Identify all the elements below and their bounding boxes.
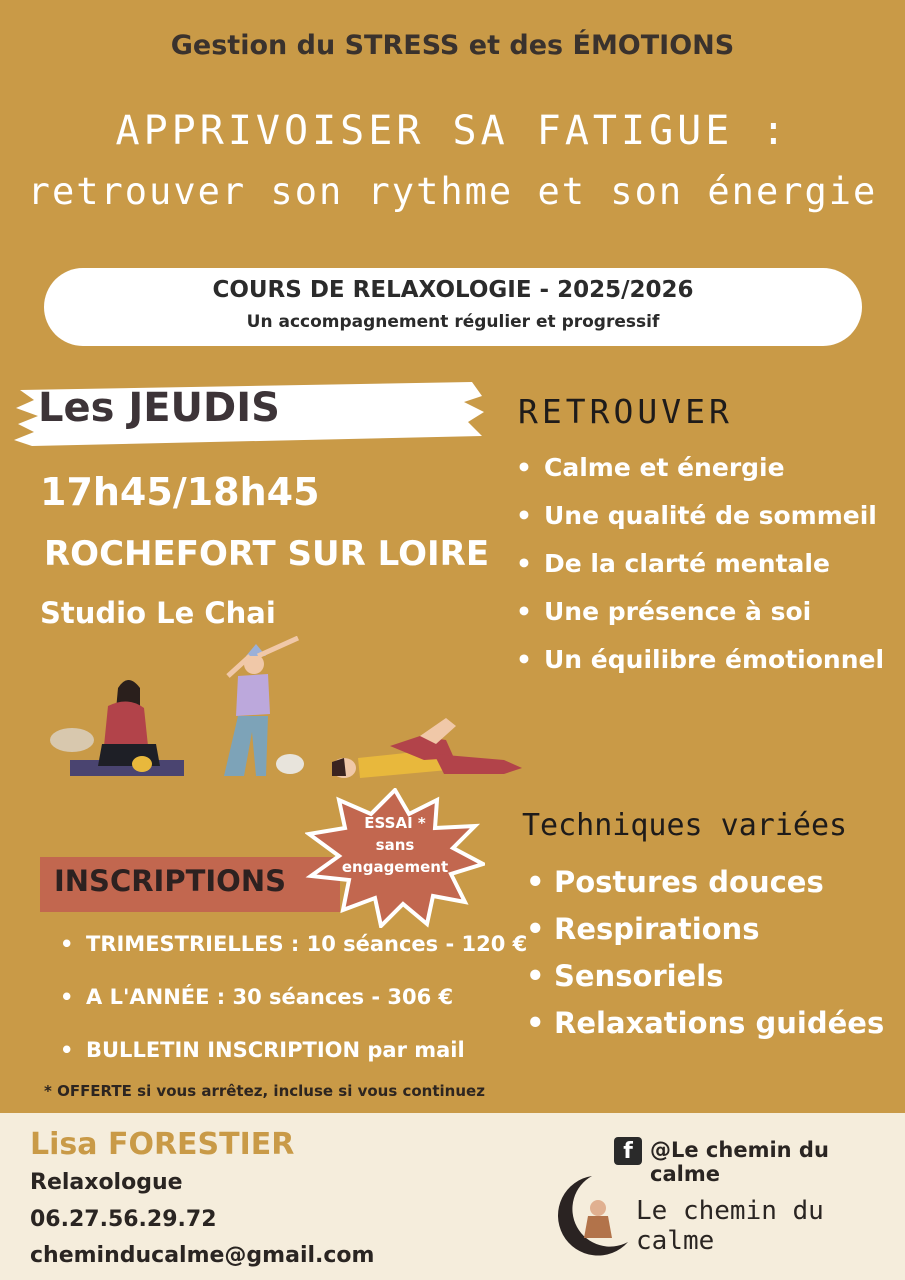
technique-item: • Postures douces bbox=[526, 862, 884, 909]
event-theme-title: Gestion du STRESS et des ÉMOTIONS bbox=[170, 30, 735, 61]
trial-footnote: * OFFERTE si vous arrêtez, incluse si vous continuez bbox=[44, 1082, 485, 1100]
yoga-illustration bbox=[44, 636, 528, 786]
trial-line-3: engagement bbox=[341, 858, 449, 876]
inscriptions-heading: INSCRIPTIONS bbox=[54, 864, 286, 898]
techniques-heading: Techniques variées bbox=[522, 808, 848, 843]
benefit-item: • Un équilibre émotionnel bbox=[516, 642, 884, 690]
pricing-list bbox=[60, 926, 527, 1085]
class-city: ROCHEFORT SUR LOIRE bbox=[44, 534, 490, 574]
technique-item: • Relaxations guidées bbox=[526, 1003, 884, 1050]
benefit-item: • Calme et énergie bbox=[516, 450, 884, 498]
trial-line-1: ESSAI * bbox=[364, 814, 426, 832]
facebook-icon: f bbox=[614, 1137, 642, 1165]
benefits-list bbox=[516, 450, 884, 690]
technique-item: • Sensoriels bbox=[526, 956, 884, 1003]
class-venue: Studio Le Chai bbox=[40, 596, 276, 630]
class-day: Les JEUDIS bbox=[38, 385, 280, 431]
benefit-item: • Une qualité de sommeil bbox=[516, 498, 884, 546]
class-time: 17h45/18h45 bbox=[40, 470, 320, 514]
phone-number: 06.27.56.29.72 bbox=[30, 1207, 217, 1232]
practitioner-name: Lisa FORESTIER bbox=[30, 1127, 295, 1162]
pricing-item: • BULLETIN INSCRIPTION par mail bbox=[60, 1032, 527, 1085]
headline-line-1: APPRIVOISER SA FATIGUE : bbox=[115, 108, 790, 154]
stretching-woman-figure bbox=[224, 638, 304, 776]
course-title: COURS DE RELAXOLOGIE - 2025/2026 bbox=[212, 277, 694, 303]
facebook-handle: @Le chemin du calme bbox=[650, 1138, 829, 1186]
techniques-list bbox=[526, 862, 884, 1050]
benefit-item: • De la clarté mentale bbox=[516, 546, 884, 594]
benefit-item: • Une présence à soi bbox=[516, 594, 884, 642]
trial-badge-text bbox=[325, 812, 465, 878]
moon-logo-icon bbox=[552, 1172, 632, 1258]
email-address: cheminducalme@gmail.com bbox=[30, 1243, 375, 1268]
headline-line-2: retrouver son rythme et son énergie bbox=[27, 170, 878, 213]
trial-line-2: sans bbox=[375, 836, 415, 854]
pricing-item: • TRIMESTRIELLES : 10 séances - 120 € bbox=[60, 926, 527, 979]
practitioner-role: Relaxologue bbox=[30, 1170, 183, 1195]
pricing-item: • A L'ANNÉE : 30 séances - 306 € bbox=[60, 979, 527, 1032]
course-subtitle: Un accompagnement régulier et progressif bbox=[246, 312, 660, 332]
course-banner bbox=[44, 268, 862, 346]
kneeling-woman-figure bbox=[50, 680, 184, 776]
lying-figure bbox=[332, 718, 522, 778]
technique-item: • Respirations bbox=[526, 909, 884, 956]
brand-logo-text: Le chemin du calme bbox=[636, 1196, 824, 1256]
benefits-heading: RETROUVER bbox=[518, 392, 733, 431]
